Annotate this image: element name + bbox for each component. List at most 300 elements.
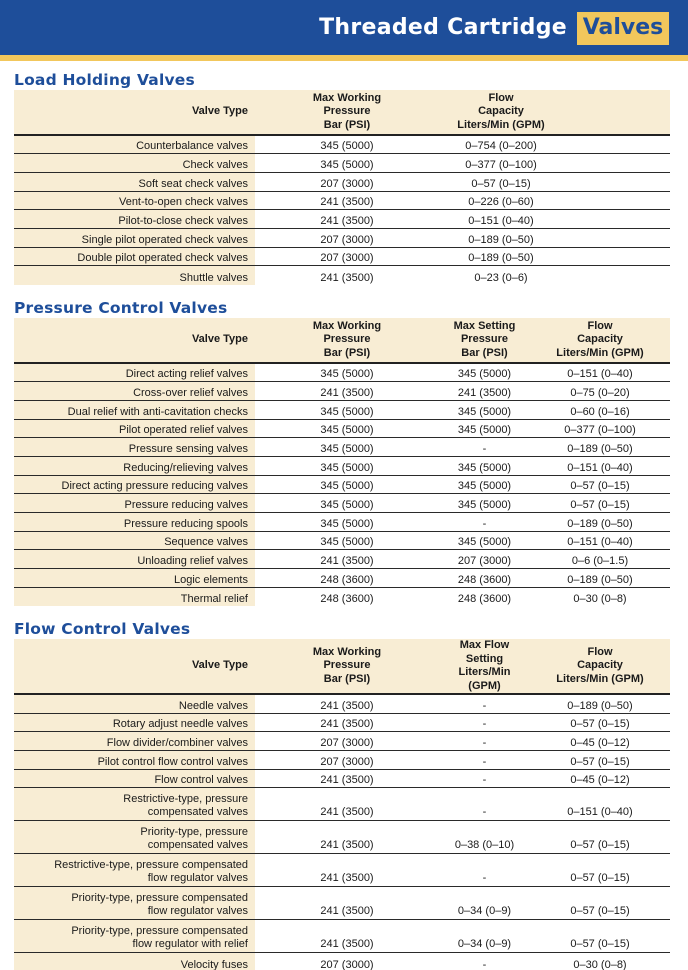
max-working-pressure-cell-text: 241 (3500) [320,839,374,852]
valve-type-line: Velocity fuses [180,958,248,970]
max-working-pressure-cell [255,494,439,513]
valve-type-cell [14,569,255,588]
max-setting-pressure-cell-text: 207 (3000) [457,555,512,568]
valve-type-line: Flow control valves [154,774,248,787]
flow-capacity-cell [439,228,563,247]
flow-capacity-cell-text: 0–57 (0–15) [570,718,630,731]
valve-type-line: flow regulator valves [147,872,248,885]
header-highlight-box [577,12,669,45]
max-working-pressure-cell-text: 345 (5000) [320,536,374,549]
flow-control-section [14,619,670,970]
max-working-pressure-cell [255,821,439,854]
valve-type-cell-text: Pilot-to-close check valves [118,214,248,227]
table-row [14,172,670,191]
empty-cell [563,266,670,285]
flow-capacity-cell [530,569,670,588]
valve-type-cell [14,363,255,382]
valve-type-line: Restrictive-type, pressure [123,793,248,806]
max-flow-setting-cell-text: - [482,699,487,712]
max-working-pressure-cell-text: 248 (3600) [320,592,374,605]
max-working-pressure-cell-text: 345 (5000) [320,461,374,474]
valve-type-cell-text: Pressure reducing valves [124,499,248,511]
table-row [14,854,670,887]
max-working-pressure-cell [255,266,439,285]
valve-type-cell [14,456,255,475]
valve-type-cell [14,821,255,854]
flow-capacity-cell [530,363,670,382]
max-working-pressure-cell-text: 241 (3500) [320,718,374,731]
valve-type-cell-text: Thermal relief [180,592,248,605]
flow-capacity-cell-text: 0–189 (0–50) [567,573,633,586]
valve-type-line: Priority-type, pressure compensated [71,892,248,905]
valve-type-cell [14,475,255,494]
max-working-pressure-cell-text: 241 (3500) [320,905,374,918]
flow-capacity-cell-text: 0–151 (0–40) [567,806,633,819]
table-row [14,713,670,732]
flow-capacity-cell [439,210,563,229]
table-row [14,732,670,751]
max-working-pressure-cell-text: 241 (3500) [320,555,374,568]
flow-capacity-cell [530,769,670,788]
flow-capacity-cell-text: 0–377 (0–100) [465,158,537,171]
valve-type-cell [14,247,255,266]
max-working-pressure-cell-text: 345 (5000) [320,158,374,171]
max-working-pressure-cell [255,750,439,769]
max-setting-pressure-cell-text: 345 (5000) [457,405,512,418]
table-row [14,382,670,401]
valve-type-cell-text: Direct acting relief valves [125,368,248,381]
max-working-pressure-cell-text: 241 (3500) [320,196,374,209]
max-working-pressure-cell [255,550,439,569]
max-flow-setting-cell-text: 0–38 (0–10) [454,839,515,852]
max-working-pressure-cell-text: 345 (5000) [320,140,374,153]
valve-type-cell-text: Pilot operated relief valves [118,424,248,437]
valve-type-cell [14,438,255,457]
max-working-pressure-cell [255,531,439,550]
max-working-pressure-cell-text: 241 (3500) [320,938,374,951]
valve-type-cell [14,191,255,210]
max-working-pressure-cell-text: 345 (5000) [320,517,374,530]
valve-type-cell [14,750,255,769]
flow-capacity-cell [530,382,670,401]
header-highlight-label: Valves [582,15,664,40]
empty-cell [563,247,670,266]
load-holding-col-max-working: Max Working Pressure Bar (PSI) [255,90,439,135]
flow-capacity-cell-text: 0–57 (0–15) [570,905,630,918]
max-working-pressure-cell [255,382,439,401]
pressure-control-title: Pressure Control Valves [14,299,228,317]
table-row [14,135,670,154]
flow-capacity-cell-text: 0–189 (0–50) [567,517,633,530]
flow-capacity-cell-text: 0–57 (0–15) [570,938,630,951]
max-setting-pressure-cell [439,531,530,550]
valve-type-cell-text: Pressure sensing valves [128,442,248,455]
table-row [14,887,670,920]
valve-type-cell-text: Vent-to-open check valves [118,196,248,209]
flow-capacity-cell-text: 0–30 (0–8) [573,592,627,605]
max-working-pressure-cell [255,854,439,887]
flow-capacity-cell [530,788,670,821]
pressure-control-header-row [14,318,670,363]
flow-capacity-cell-text: 0–57 (0–15) [570,839,630,852]
flow-control-col-valve-type: Valve Type [14,639,255,694]
valve-type-cell [14,154,255,173]
valve-type-cell [14,694,255,713]
max-flow-setting-cell [439,788,530,821]
valve-type-line: flow regulator with relief [132,938,248,951]
max-working-pressure-cell-text: 207 (3000) [320,252,374,265]
flow-capacity-cell-text: 0–57 (0–15) [570,480,630,493]
max-flow-setting-cell-text: - [482,872,487,885]
table-row [14,750,670,769]
flow-capacity-cell [530,475,670,494]
valve-type-cell [14,210,255,229]
max-working-pressure-cell [255,513,439,532]
max-working-pressure-cell-text: 241 (3500) [320,774,374,787]
flow-capacity-cell [530,953,670,970]
table-row [14,210,670,229]
pressure-control-table [14,318,670,606]
valve-type-cell-text: Double pilot operated check valves [77,252,248,265]
max-setting-pressure-cell-text: 345 (5000) [457,499,512,511]
flow-capacity-cell [530,887,670,920]
flow-capacity-cell-text: 0–23 (0–6) [474,271,528,284]
flow-capacity-cell-text: 0–57 (0–15) [570,872,630,885]
max-setting-pressure-cell [439,438,530,457]
flow-capacity-cell-text: 0–45 (0–12) [570,736,630,749]
valve-type-cell [14,531,255,550]
load-holding-header-row [14,90,670,135]
max-working-pressure-cell-text: 241 (3500) [320,699,374,712]
flow-capacity-cell [530,713,670,732]
valve-type-cell [14,419,255,438]
max-working-pressure-cell-text: 241 (3500) [320,271,374,284]
valve-type-cell [14,228,255,247]
empty-cell [563,191,670,210]
max-working-pressure-cell [255,438,439,457]
flow-control-title: Flow Control Valves [14,620,191,638]
load-holding-table [14,90,670,285]
flow-capacity-cell-text: 0–30 (0–8) [573,958,627,970]
max-working-pressure-cell-text: 345 (5000) [320,368,374,381]
table-row [14,228,670,247]
valve-type-line: Rotary adjust needle valves [112,718,248,731]
table-row [14,154,670,173]
valve-type-line: Priority-type, pressure [140,826,248,839]
page-header-bar [0,0,688,55]
flow-capacity-cell [530,694,670,713]
valve-type-cell [14,550,255,569]
pressure-control-col-max-working: Max Working Pressure Bar (PSI) [255,318,439,363]
flow-capacity-cell [530,920,670,953]
flow-capacity-cell-text: 0–151 (0–40) [567,368,633,381]
flow-capacity-cell [530,550,670,569]
table-row [14,513,670,532]
max-setting-pressure-cell-text: - [482,442,487,455]
flow-capacity-cell [530,438,670,457]
max-flow-setting-cell [439,713,530,732]
table-row [14,531,670,550]
empty-cell [563,228,670,247]
empty-cell [563,172,670,191]
max-flow-setting-cell [439,920,530,953]
valve-type-cell [14,854,255,887]
max-setting-pressure-cell [439,363,530,382]
max-working-pressure-cell [255,191,439,210]
flow-capacity-cell-text: 0–151 (0–40) [468,214,534,227]
valve-type-cell-text: Direct acting pressure reducing valves [61,480,248,493]
flow-capacity-cell [530,750,670,769]
flow-capacity-cell [530,587,670,606]
max-working-pressure-cell-text: 345 (5000) [320,442,374,455]
max-flow-setting-cell [439,887,530,920]
load-holding-title: Load Holding Valves [14,71,195,89]
flow-capacity-cell [530,854,670,887]
table-row [14,569,670,588]
max-working-pressure-cell [255,456,439,475]
valve-type-cell [14,513,255,532]
max-flow-setting-cell-text: 0–34 (0–9) [457,905,512,918]
valve-type-cell [14,953,255,970]
valve-type-line: Priority-type, pressure compensated [71,925,248,938]
max-flow-setting-cell-text: - [482,958,487,970]
flow-capacity-cell [530,400,670,419]
load-holding-col-flow-capacity: Flow Capacity Liters/Min (GPM) [439,90,563,135]
max-working-pressure-cell [255,587,439,606]
table-row [14,419,670,438]
flow-capacity-cell-text: 0–226 (0–60) [468,196,534,209]
max-working-pressure-cell [255,135,439,154]
flow-control-header-row [14,639,670,694]
max-working-pressure-cell [255,419,439,438]
valve-type-cell [14,769,255,788]
valve-type-cell [14,887,255,920]
max-flow-setting-cell [439,821,530,854]
max-working-pressure-cell [255,788,439,821]
valve-type-cell [14,788,255,821]
flow-capacity-cell [439,154,563,173]
valve-type-cell-text: Shuttle valves [179,271,248,284]
max-working-pressure-cell-text: 207 (3000) [320,736,374,749]
table-row [14,494,670,513]
max-working-pressure-cell [255,228,439,247]
max-setting-pressure-cell-text: - [482,517,487,530]
max-setting-pressure-cell-text: 345 (5000) [457,480,512,493]
max-working-pressure-cell [255,363,439,382]
max-flow-setting-cell [439,769,530,788]
max-setting-pressure-cell [439,569,530,588]
max-setting-pressure-cell-text: 241 (3500) [457,386,512,399]
flow-capacity-cell-text: 0–6 (0–1.5) [571,555,629,568]
valve-type-cell [14,382,255,401]
valve-type-cell-text: Sequence valves [164,536,248,549]
max-working-pressure-cell-text: 345 (5000) [320,499,374,511]
flow-capacity-cell [530,419,670,438]
valve-type-cell-text: Dual relief with anti-cavitation checks [67,405,248,418]
max-setting-pressure-cell [439,475,530,494]
table-row [14,438,670,457]
table-row [14,456,670,475]
flow-capacity-cell [439,266,563,285]
max-setting-pressure-cell [439,456,530,475]
max-working-pressure-cell-text: 207 (3000) [320,755,374,768]
max-working-pressure-cell-text: 248 (3600) [320,573,374,586]
header-title: Threaded Cartridge [319,15,567,40]
flow-capacity-cell-text: 0–45 (0–12) [570,774,630,787]
max-working-pressure-cell-text: 241 (3500) [320,806,374,819]
flow-capacity-cell [439,191,563,210]
flow-capacity-cell-text: 0–75 (0–20) [570,386,630,399]
valve-type-line: flow regulator valves [147,905,248,918]
max-setting-pressure-cell [439,400,530,419]
max-working-pressure-cell [255,694,439,713]
empty-cell [563,210,670,229]
max-flow-setting-cell [439,854,530,887]
table-row [14,550,670,569]
flow-capacity-cell-text: 0–151 (0–40) [567,536,633,549]
table-row [14,587,670,606]
max-flow-setting-cell-text: - [482,774,487,787]
max-working-pressure-cell [255,154,439,173]
max-setting-pressure-cell-text: 248 (3600) [457,592,512,605]
flow-capacity-cell [530,531,670,550]
max-setting-pressure-cell-text: 248 (3600) [457,573,512,586]
flow-control-col-max-working: Max Working Pressure Bar (PSI) [255,639,439,694]
valve-type-cell-text: Soft seat check valves [138,177,248,190]
load-holding-section [14,70,670,285]
valve-type-cell [14,400,255,419]
flow-capacity-cell-text: 0–189 (0–50) [567,442,633,455]
flow-control-col-flow-capacity: Flow Capacity Liters/Min (GPM) [530,639,670,694]
valve-type-line: Pilot control flow control valves [97,755,248,768]
valve-type-cell-text: Pressure reducing spools [123,517,248,530]
max-flow-setting-cell [439,953,530,970]
empty-cell [563,135,670,154]
flow-capacity-cell [530,513,670,532]
valve-type-cell [14,587,255,606]
max-working-pressure-cell [255,569,439,588]
flow-capacity-cell [439,135,563,154]
max-working-pressure-cell-text: 207 (3000) [320,177,374,190]
max-working-pressure-cell [255,475,439,494]
flow-capacity-cell [530,821,670,854]
empty-cell [563,154,670,173]
valve-type-cell [14,494,255,513]
valve-type-cell-text: Cross-over relief valves [133,386,248,399]
flow-capacity-cell-text: 0–151 (0–40) [567,461,633,474]
max-working-pressure-cell [255,769,439,788]
flow-capacity-cell-text: 0–57 (0–15) [570,499,630,511]
flow-capacity-cell-text: 0–377 (0–100) [564,424,636,437]
max-working-pressure-cell [255,732,439,751]
max-setting-pressure-cell-text: 345 (5000) [457,424,512,437]
table-row [14,821,670,854]
valve-type-cell [14,172,255,191]
max-working-pressure-cell-text: 207 (3000) [320,958,374,970]
max-setting-pressure-cell [439,494,530,513]
max-flow-setting-cell [439,694,530,713]
max-working-pressure-cell [255,247,439,266]
table-row [14,266,670,285]
flow-capacity-cell-text: 0–189 (0–50) [468,233,534,246]
valve-type-cell [14,920,255,953]
max-flow-setting-cell-text: - [482,718,487,731]
max-working-pressure-cell-text: 345 (5000) [320,480,374,493]
valve-type-cell-text: Single pilot operated check valves [81,233,248,246]
header-accent-stripe [0,55,688,61]
table-row [14,788,670,821]
max-setting-pressure-cell [439,382,530,401]
valve-type-line: compensated valves [147,839,248,852]
pressure-control-section [14,298,670,606]
table-row [14,400,670,419]
max-working-pressure-cell [255,172,439,191]
max-setting-pressure-cell-text: 345 (5000) [457,368,512,381]
flow-capacity-cell-text: 0–189 (0–50) [567,699,633,712]
valve-type-line: Flow divider/combiner valves [106,736,248,749]
flow-capacity-cell [439,247,563,266]
max-setting-pressure-cell [439,513,530,532]
valve-type-cell [14,135,255,154]
max-working-pressure-cell-text: 241 (3500) [320,872,374,885]
valve-type-cell-text: Unloading relief valves [137,555,248,568]
max-working-pressure-cell [255,400,439,419]
max-setting-pressure-cell [439,550,530,569]
pressure-control-col-flow-capacity: Flow Capacity Liters/Min (GPM) [530,318,670,363]
flow-capacity-cell-text: 0–754 (0–200) [465,140,537,153]
max-flow-setting-cell [439,750,530,769]
valve-type-cell-text: Logic elements [174,573,248,586]
max-flow-setting-cell-text: - [482,755,487,768]
load-holding-col-empty [563,90,670,135]
table-row [14,247,670,266]
max-working-pressure-cell [255,953,439,970]
max-working-pressure-cell [255,713,439,732]
max-working-pressure-cell-text: 241 (3500) [320,386,374,399]
flow-capacity-cell-text: 0–57 (0–15) [471,177,531,190]
valve-type-cell [14,266,255,285]
table-row [14,363,670,382]
table-row [14,920,670,953]
max-working-pressure-cell [255,920,439,953]
valve-type-cell [14,713,255,732]
max-setting-pressure-cell-text: 345 (5000) [457,461,512,474]
pressure-control-col-valve-type: Valve Type [14,318,255,363]
valve-type-line: Restrictive-type, pressure compensated [54,859,248,872]
valve-type-cell-text: Counterbalance valves [136,140,248,153]
max-working-pressure-cell-text: 345 (5000) [320,405,374,418]
flow-control-col-max-flow-setting: Max Flow Setting Liters/Min (GPM) [439,639,530,694]
max-working-pressure-cell [255,887,439,920]
max-flow-setting-cell-text: - [482,806,487,819]
flow-capacity-cell [530,494,670,513]
valve-type-cell-text: Check valves [182,158,248,171]
table-row [14,769,670,788]
table-row [14,694,670,713]
max-working-pressure-cell-text: 241 (3500) [320,214,374,227]
max-flow-setting-cell [439,732,530,751]
max-setting-pressure-cell-text: 345 (5000) [457,536,512,549]
table-row [14,953,670,970]
max-working-pressure-cell-text: 345 (5000) [320,424,374,437]
flow-capacity-cell [439,172,563,191]
max-working-pressure-cell-text: 207 (3000) [320,233,374,246]
flow-control-table [14,639,670,970]
max-setting-pressure-cell [439,419,530,438]
max-flow-setting-cell-text: 0–34 (0–9) [457,938,512,951]
valve-type-line: Needle valves [178,699,248,712]
pressure-control-col-max-setting: Max Setting Pressure Bar (PSI) [439,318,530,363]
